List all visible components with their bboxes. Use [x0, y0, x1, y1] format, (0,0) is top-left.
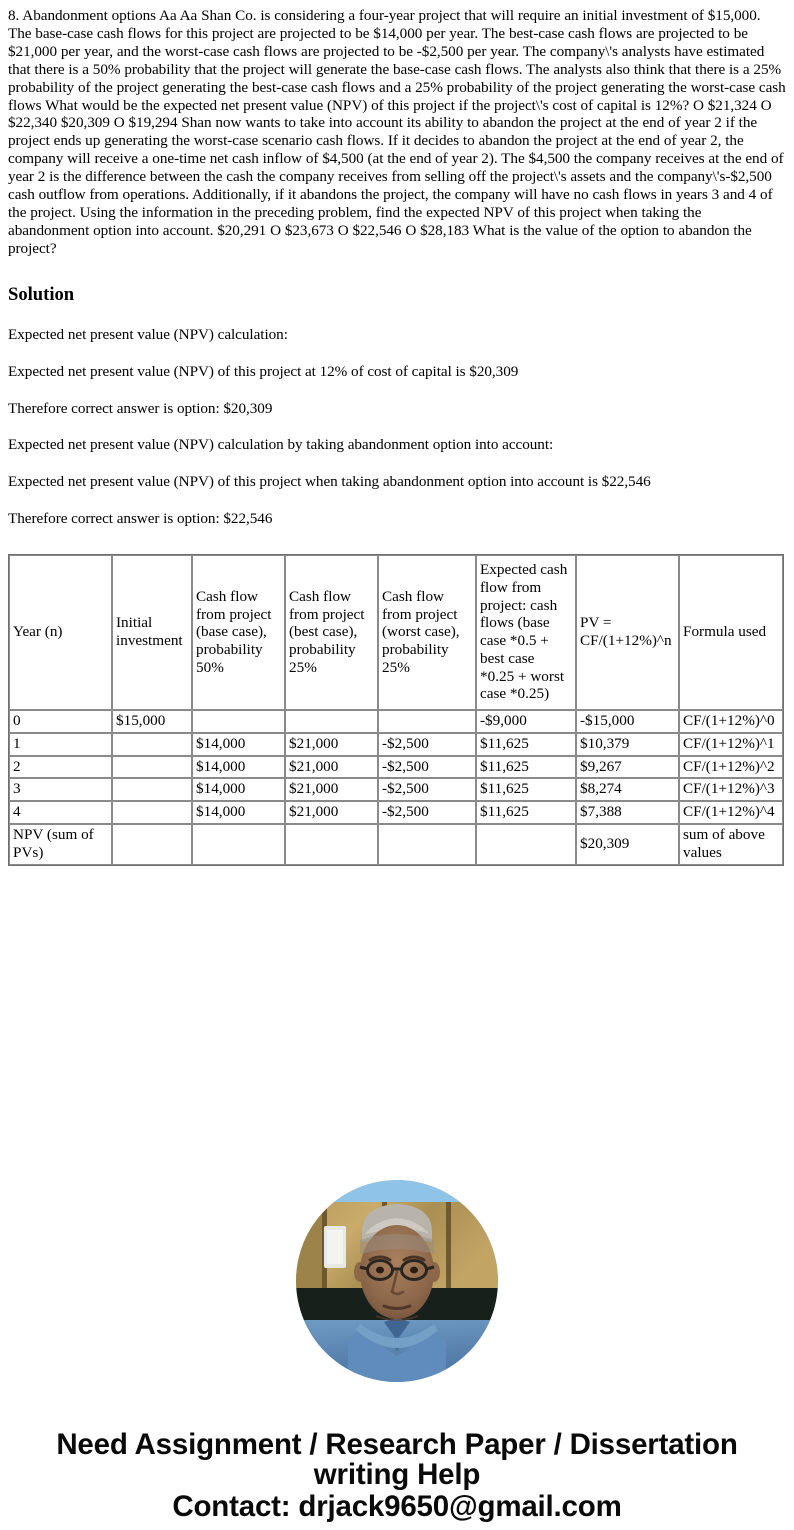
table-header-formula-used: Formula used: [679, 555, 783, 710]
table-header-initial-investment: Initial investment: [112, 555, 192, 710]
cell-expected-cash-flow: $11,625: [476, 778, 576, 801]
solution-paragraph-5: Expected net present value (NPV) of this project when taking abandonment option into account is $22,546: [8, 473, 651, 491]
avatar-photo-illustration: [296, 1180, 498, 1382]
table-header-present-value: PV = CF/(1+12%)^n: [576, 555, 679, 710]
document-page: [0, 7, 794, 1522]
cell-year: 4: [9, 801, 112, 824]
cell-present-value: $10,379: [576, 733, 679, 756]
cell-initial-investment: [112, 778, 192, 801]
cell-formula: CF/(1+12%)^3: [679, 778, 783, 801]
cell-base-case: $14,000: [192, 733, 285, 756]
cell-best-case: [285, 710, 378, 733]
cell-present-value: -$15,000: [576, 710, 679, 733]
promo-footer: [8, 1427, 786, 1523]
cell-expected-cash-flow: [476, 824, 576, 865]
table-header-base-case: Cash flow from project (base case), probability 50%: [192, 555, 285, 710]
table-row: [9, 801, 783, 824]
solution-paragraph-4: Expected net present value (NPV) calculation by taking abandonment option into account:: [8, 436, 554, 454]
table-row: [9, 778, 783, 801]
cell-worst-case: [378, 824, 476, 865]
cell-expected-cash-flow: $11,625: [476, 801, 576, 824]
cell-initial-investment: [112, 733, 192, 756]
table-row-npv-total: [9, 824, 783, 865]
avatar-container: [8, 1180, 786, 1382]
question-paragraph: 8. Abandonment options Aa Aa Shan Co. is considering a four-year project that will require an initial investment of $15,000. The base-case cash flows for this project are projected to be $14,000 per year. The best-case cash flows are projected to be $21,000 per year, and the worst-case cash flows are projected to be -$2,500 per year. The company\'s analysts have estimated that there is a 50% probability that the project will generate the base-case cash flows. The analysts also think that there is a 25% probability of the project generating the best-case cash flows and a 25% probability of the project generating the worst-case cash flows What would be the expected net present value (NPV) of this project if the project\'s cost of capital is 12%? O $21,324 O $22,340 $20,309 O $19,294 Shan now wants to take into account its ability to abandon the project at the end of year 2 if the project ends up generating the worst-case scenario cash flows. If it decides to abandon the project at the end of year 2, the company will receive a one-time net cash inflow of $4,500 (at the end of year 2). The $4,500 the company receives at the end of year 2 is the difference between the cash the company receives from selling off the project\'s assets and the company\'s-$2,500 cash outflow from operations. Additionally, if it abandons the project, the company will have no cash flows in years 3 and 4 of the project. Using the information in the preceding problem, find the expected NPV of this project when taking the abandonment option into account. $20,291 O $23,673 O $22,546 O $28,183 What is the value of the option to abandon the project?: [8, 7, 786, 257]
cell-initial-investment: [112, 824, 192, 865]
cell-year: 1: [9, 733, 112, 756]
cell-best-case: $21,000: [285, 756, 378, 779]
promo-line-3: Contact: drjack9650@gmail.com: [172, 1489, 622, 1523]
table-header-best-case: Cash flow from project (best case), probability 25%: [285, 555, 378, 710]
solution-paragraph-3: Therefore correct answer is option: $20,309: [8, 399, 273, 417]
solution-paragraph-2: Expected net present value (NPV) of this project at 12% of cost of capital is $20,309: [8, 362, 519, 380]
table-row: [9, 710, 783, 733]
cell-year: 0: [9, 710, 112, 733]
cell-formula: sum of above values: [679, 824, 783, 865]
solution-heading: Solution: [8, 283, 75, 305]
table-row: [9, 756, 783, 779]
cell-best-case: [285, 824, 378, 865]
cell-worst-case: [378, 710, 476, 733]
table-header-year: Year (n): [9, 555, 112, 710]
cell-expected-cash-flow: $11,625: [476, 733, 576, 756]
cell-initial-investment: [112, 756, 192, 779]
cell-present-value: $20,309: [576, 824, 679, 865]
cell-worst-case: -$2,500: [378, 756, 476, 779]
table-header-row: [9, 555, 783, 710]
cell-worst-case: -$2,500: [378, 778, 476, 801]
solution-paragraph-1: Expected net present value (NPV) calculation:: [8, 325, 288, 343]
solution-paragraph-6: Therefore correct answer is option: $22,546: [8, 510, 273, 528]
cell-year: 2: [9, 756, 112, 779]
cell-present-value: $7,388: [576, 801, 679, 824]
promo-line-2: writing Help: [313, 1458, 481, 1492]
table-header-worst-case: Cash flow from project (worst case), probability 25%: [378, 555, 476, 710]
cell-best-case: $21,000: [285, 801, 378, 824]
npv-calculation-table: [8, 554, 784, 866]
cell-formula: CF/(1+12%)^0: [679, 710, 783, 733]
cell-base-case: [192, 710, 285, 733]
cell-present-value: $8,274: [576, 778, 679, 801]
cell-best-case: $21,000: [285, 778, 378, 801]
cell-year: 3: [9, 778, 112, 801]
cell-formula: CF/(1+12%)^4: [679, 801, 783, 824]
npv-table-wrapper: [8, 554, 786, 866]
cell-base-case: [192, 824, 285, 865]
avatar: [296, 1180, 498, 1382]
cell-present-value: $9,267: [576, 756, 679, 779]
cell-formula: CF/(1+12%)^2: [679, 756, 783, 779]
cell-year: NPV (sum of PVs): [9, 824, 112, 865]
cell-worst-case: -$2,500: [378, 733, 476, 756]
cell-initial-investment: $15,000: [112, 710, 192, 733]
cell-expected-cash-flow: -$9,000: [476, 710, 576, 733]
cell-base-case: $14,000: [192, 801, 285, 824]
cell-worst-case: -$2,500: [378, 801, 476, 824]
cell-formula: CF/(1+12%)^1: [679, 733, 783, 756]
cell-initial-investment: [112, 801, 192, 824]
table-header-expected-cash-flow: Expected cash flow from project: cash flows (base case *0.5 + best case *0.25 + worst case *0.25): [476, 555, 576, 710]
table-row: [9, 733, 783, 756]
cell-best-case: $21,000: [285, 733, 378, 756]
promo-line-1: Need Assignment / Research Paper / Dissertation: [56, 1427, 738, 1461]
cell-base-case: $14,000: [192, 778, 285, 801]
cell-expected-cash-flow: $11,625: [476, 756, 576, 779]
cell-base-case: $14,000: [192, 756, 285, 779]
